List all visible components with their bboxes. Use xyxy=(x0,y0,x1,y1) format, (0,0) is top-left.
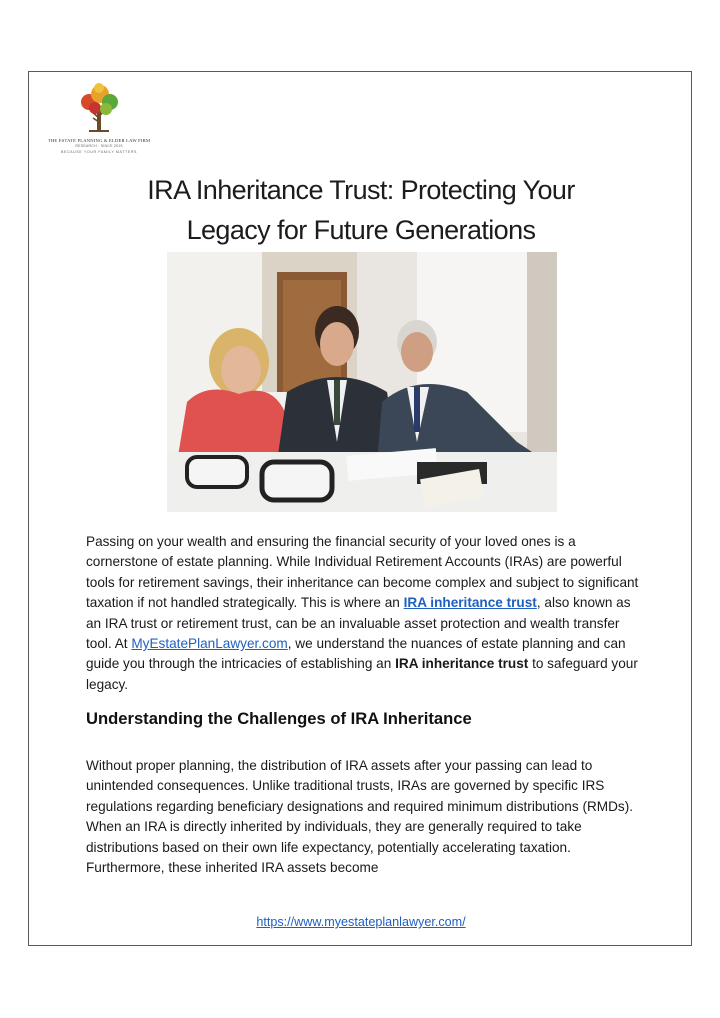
intro-paragraph xyxy=(86,532,646,695)
section-heading: Understanding the Challenges of IRA Inheritance xyxy=(86,709,472,728)
logo-firm-name: THE ESTATE PLANNING & ELDER LAW FIRM xyxy=(47,138,151,143)
intro-bold-term: IRA inheritance trust xyxy=(395,656,529,672)
document-page xyxy=(28,71,692,946)
meeting-photo xyxy=(167,252,557,512)
intro-text-4: to safeguard your legacy. xyxy=(86,656,638,692)
intro-text-3: , we understand the nuances of estate planning and can guide you through the intricacies of establishing an xyxy=(86,636,626,672)
tree-icon xyxy=(75,80,123,136)
title-line-1: IRA Inheritance Trust: Protecting Your xyxy=(147,175,575,205)
logo-sub-line: RESEARCH · SINCE 2015 xyxy=(75,144,123,148)
logo-tagline: BECAUSE YOUR FAMILY MATTERS xyxy=(60,150,138,154)
intro-text-2: , also known as an IRA trust or retirement trust, can be an invaluable asset protection and wealth transfer tool. At xyxy=(86,595,631,652)
ira-inheritance-trust-link[interactable]: IRA inheritance trust xyxy=(403,595,537,611)
challenges-paragraph: Without proper planning, the distribution of IRA assets after your passing can lead to unintended consequences. Unlike traditional trusts, IRAs are governed by specific IRS regulations regarding beneficiary designations and required minimum distributions (RMDs). When an IRA is directly inherited by individuals, they are generally required to take distributions based on their own life expectancy, potentially accelerating taxation. Furthermore, these inherited IRA assets become xyxy=(86,758,634,876)
footer-url-link[interactable]: https://www.myestateplanlawyer.com/ xyxy=(256,915,466,929)
document-title xyxy=(89,170,633,250)
myestateplanlawyer-link[interactable]: MyEstatePlanLawyer.com xyxy=(131,636,288,652)
title-line-2: Legacy for Future Generations xyxy=(186,215,536,245)
intro-text-1: Passing on your wealth and ensuring the financial security of your loved ones is a cornerstone of estate planning. While Individual Retirement Accounts (IRAs) are powerful tools for retirement savings, their inheritance can become complex and subject to significant taxation if not handled strategically. This is where an xyxy=(86,534,639,611)
footer xyxy=(29,915,693,929)
firm-logo xyxy=(47,80,151,152)
